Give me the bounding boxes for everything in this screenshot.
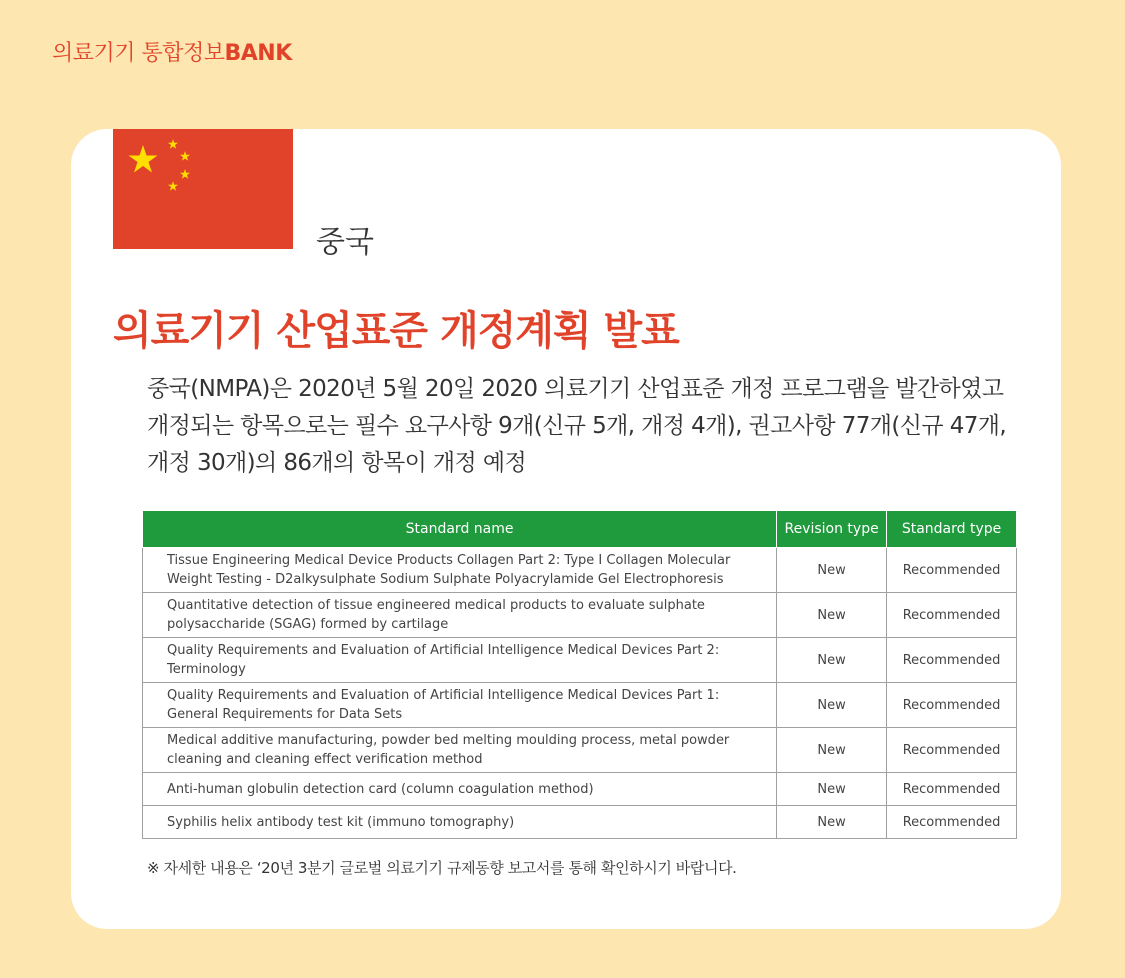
header-standard-name: Standard name [143,511,777,548]
description-line: 중국(NMPA)은 2020년 5월 20일 2020 의료기기 산업표준 개정 프로그램을 발간하였고 [147,376,1004,402]
cell-revision-type: New [777,548,887,593]
cell-standard-name: Quantitative detection of tissue engineered medical products to evaluate sulphate polysaccharide (SGAG) formed by cartilage [143,593,777,638]
cell-standard-name: Anti-human globulin detection card (column coagulation method) [143,773,777,806]
standards-table [142,510,1017,839]
cell-standard-type: Recommended [887,548,1017,593]
cell-revision-type: New [777,728,887,773]
page-title: 의료기기 산업표준 개정계획 발표 [113,308,679,354]
table-row [143,548,1017,593]
cell-standard-type: Recommended [887,638,1017,683]
cell-standard-type: Recommended [887,773,1017,806]
table-row [143,773,1017,806]
china-flag-icon [113,129,293,249]
country-label: 중국 [316,225,374,260]
table-row [143,683,1017,728]
table-header-row [143,511,1017,548]
header-standard-type: Standard type [887,511,1017,548]
cell-revision-type: New [777,773,887,806]
cell-standard-name: Quality Requirements and Evaluation of Artificial Intelligence Medical Devices Part 2: Terminology [143,638,777,683]
cell-standard-type: Recommended [887,728,1017,773]
description-line: 개정되는 항목으로는 필수 요구사항 9개(신규 5개, 개정 4개), 권고사항 77개(신규 47개, [147,413,1007,439]
cell-standard-name: Medical additive manufacturing, powder bed melting moulding process, metal powder cleaning and cleaning effect verification method [143,728,777,773]
brand-suffix: BANK [224,41,292,66]
cell-standard-type: Recommended [887,593,1017,638]
description-line: 개정 30개)의 86개의 항목이 개정 예정 [147,450,527,476]
cell-revision-type: New [777,638,887,683]
table-row [143,638,1017,683]
footnote: ※ 자세한 내용은 ‘20년 3분기 글로벌 의료기기 규제동향 보고서를 통해 확인하시기 바랍니다. [147,859,737,877]
brand-prefix: 의료기기 통합정보 [52,41,225,66]
header-revision-type: Revision type [777,511,887,548]
cell-standard-type: Recommended [887,806,1017,839]
cell-standard-type: Recommended [887,683,1017,728]
brand-title [52,36,292,67]
description [147,371,1027,482]
cell-revision-type: New [777,593,887,638]
table-row [143,728,1017,773]
table-row [143,806,1017,839]
cell-revision-type: New [777,683,887,728]
cell-standard-name: Syphilis helix antibody test kit (immuno tomography) [143,806,777,839]
cell-standard-name: Tissue Engineering Medical Device Products Collagen Part 2: Type I Collagen Molecular Weight Testing - D2alkysulphate Sodium Sulphate Polyacrylamide Gel Electrophoresis [143,548,777,593]
cell-revision-type: New [777,806,887,839]
cell-standard-name: Quality Requirements and Evaluation of Artificial Intelligence Medical Devices Part 1: General Requirements for Data Sets [143,683,777,728]
content-card [71,129,1061,929]
table-row [143,593,1017,638]
